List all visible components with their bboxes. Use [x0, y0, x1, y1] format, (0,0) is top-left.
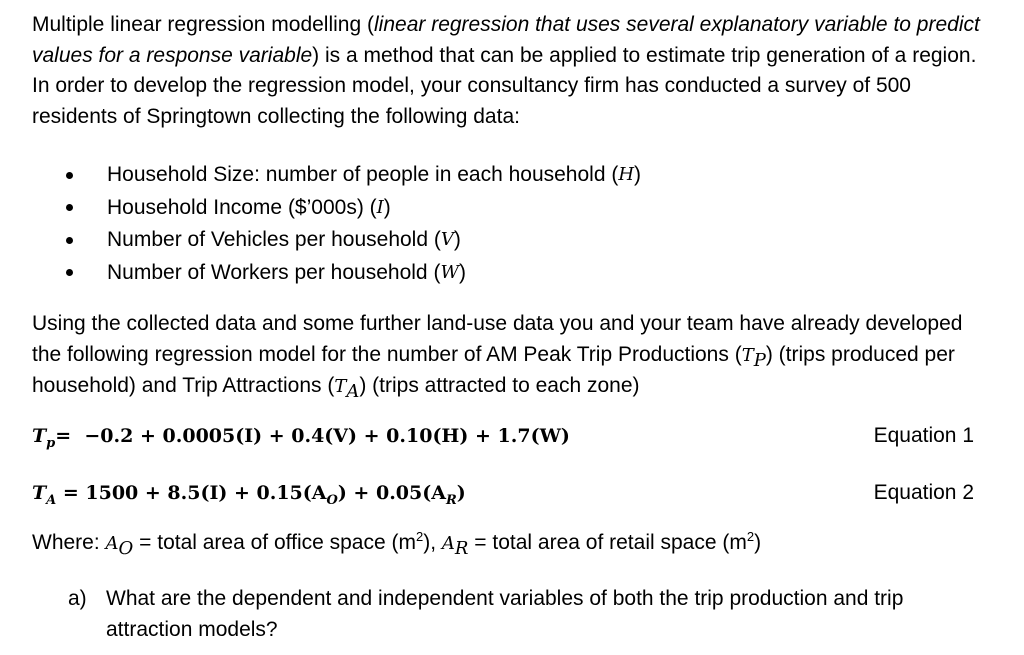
equation-lhs-subscript: A	[46, 492, 57, 508]
equation-lhs-subscript: p	[46, 435, 56, 451]
bullet-icon	[66, 204, 73, 211]
equation-rhs: = −0.2 + 0.0005(I) + 0.4(V) + 0.10(H) + 1.7(W)	[55, 425, 570, 447]
bullet-icon	[66, 172, 73, 179]
intro-lead: Multiple linear regression modelling (	[32, 13, 374, 36]
ta-subscript: A	[346, 381, 360, 403]
ao-definition: = total area of office space (m	[133, 531, 416, 554]
model-paragraph	[32, 309, 992, 403]
equation-lhs: T	[32, 425, 47, 447]
list-item-symbol: W	[440, 261, 459, 283]
where-prefix: Where:	[32, 531, 106, 554]
model-text-end: ) (trips attracted to each zone)	[359, 374, 640, 397]
equation-subscript: R	[445, 492, 457, 508]
list-item: Number of Workers per household ( W )	[66, 257, 641, 290]
ar-symbol: A	[441, 533, 455, 554]
question-letter: a)	[68, 587, 87, 610]
intro-rest: ) is a method that can be applied to estimate trip generation of a region. In order to develop the regression model, your consultancy firm has conducted a survey of 500 residents of Springtown collecting the following data:	[32, 43, 977, 128]
list-item-text: Number of Workers per household	[107, 260, 428, 284]
list-item-symbol: H	[618, 164, 635, 185]
list-item-text: Number of Vehicles per household	[107, 228, 429, 251]
ar-unit-exponent: 2	[746, 529, 755, 544]
ar-definition: = total area of retail space (m	[468, 531, 747, 554]
list-item: Household Income ($’000s) ( I )	[66, 192, 641, 225]
list-item-text: Household Income ($’000s)	[107, 195, 364, 219]
equation-2	[32, 482, 466, 508]
list-item-symbol: I	[376, 196, 384, 218]
model-text-mid: ) (trips produced per household) and Trip Attractions (	[32, 342, 955, 397]
list-item-text: Household Size: number of people in each household	[107, 163, 606, 186]
list-item-symbol: V	[440, 229, 454, 250]
intro-definition: linear regression that uses several explanatory variable to predict values for a response variable	[32, 13, 980, 67]
variable-list	[66, 159, 641, 289]
list-item: Household Size: number of people in each household ( H )	[66, 159, 641, 192]
equation-rhs: = 1500 + 8.5(I) + 0.15(A	[56, 482, 327, 504]
tp-symbol: T	[741, 344, 754, 366]
equation-lhs: T	[32, 482, 47, 504]
question-text: What are the dependent and independent variables of both the trip production and trip attraction models?	[106, 587, 904, 641]
equation-rhs-mid: ) + 0.05(A	[337, 482, 446, 504]
equation-1	[32, 425, 570, 451]
ar-close: )	[754, 531, 762, 554]
question-a	[68, 583, 966, 645]
ao-subscript: O	[118, 538, 134, 560]
equation-1-label: Equation 1	[873, 424, 974, 447]
ao-close: ),	[423, 531, 442, 554]
tp-subscript: P	[753, 349, 766, 371]
bullet-icon	[66, 269, 73, 276]
intro-paragraph	[32, 10, 992, 132]
equation-rhs-end: )	[456, 482, 466, 504]
ta-symbol: T	[334, 376, 347, 397]
ao-symbol: A	[105, 533, 119, 554]
ao-unit-exponent: 2	[415, 529, 424, 544]
list-item: Number of Vehicles per household ( V )	[66, 224, 641, 257]
model-text: Using the collected data and some further land-use data you and your team have already developed the following regression model for the number of AM Peak Trip Productions (	[32, 312, 963, 366]
equation-subscript: O	[326, 492, 338, 508]
ar-subscript: R	[454, 538, 469, 560]
where-definitions	[32, 529, 762, 560]
equation-2-label: Equation 2	[873, 481, 974, 504]
bullet-icon	[66, 237, 73, 244]
